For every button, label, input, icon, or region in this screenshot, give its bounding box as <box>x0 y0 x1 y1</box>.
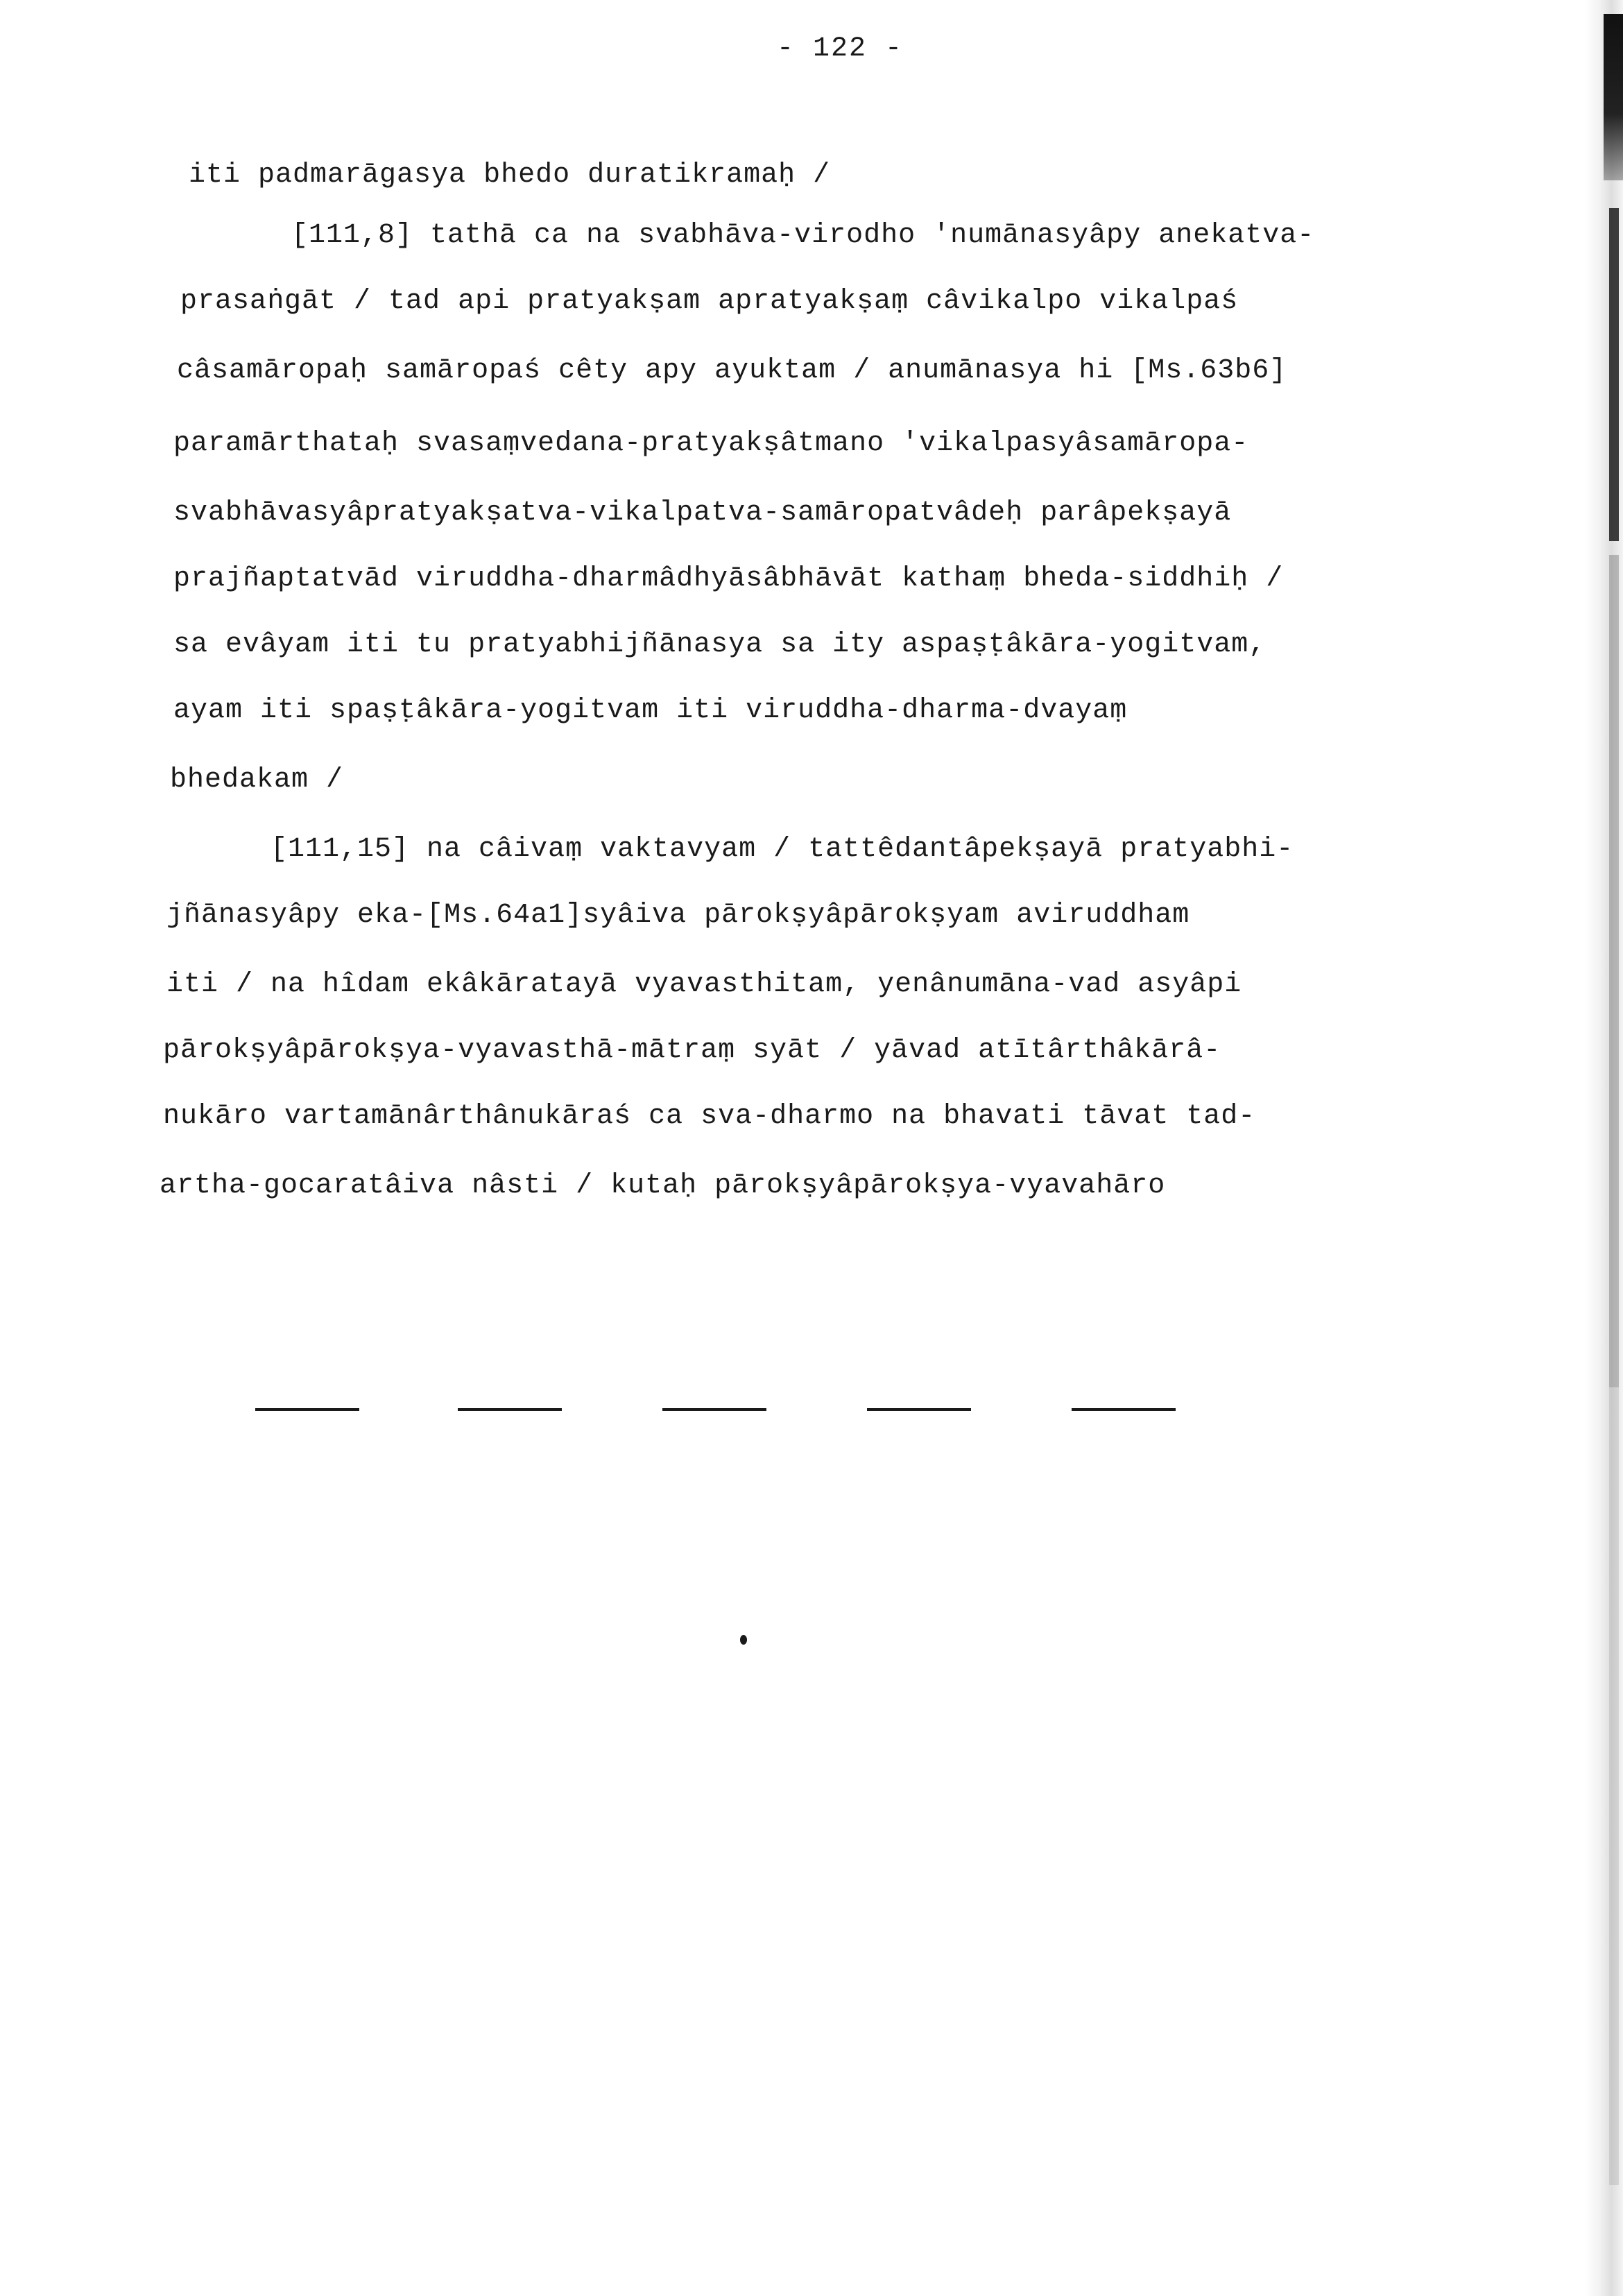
text-line-12: jñānasyâpy eka-[Ms.64a1]syâiva pārokṣyâpārokṣyam aviruddham <box>166 900 1190 931</box>
separator-dash-5 <box>1072 1408 1176 1411</box>
text-line-16: artha-gocaratâiva nâsti / kutaḥ pārokṣyâpārokṣya-vyavahāro <box>160 1170 1166 1201</box>
text-line-14: pārokṣyâpārokṣya-vyavasthā-mātraṃ syāt / yāvad atītârthâkārâ- <box>163 1035 1221 1066</box>
scan-edge-mark <box>1609 555 1619 1387</box>
text-line-11: [111,15] na câivaṃ vaktavyam / tattêdantâpekṣayā pratyabhi- <box>270 834 1294 865</box>
separator-dash-1 <box>255 1408 359 1411</box>
text-line-6: svabhāvasyâpratyakṣatva-vikalpatva-samāropatvâdeḥ parâpekṣayā <box>173 497 1232 529</box>
text-line-7: prajñaptatvād viruddha-dharmâdhyāsâbhāvāt kathaṃ bheda-siddhiḥ / <box>173 563 1284 594</box>
text-line-5: paramārthataḥ svasaṃvedana-pratyakṣâtmano 'vikalpasyâsamāropa- <box>173 428 1249 459</box>
text-line-15: nukāro vartamānârthânukāraś ca sva-dharmo na bhavati tāvat tad- <box>163 1101 1256 1132</box>
text-line-9: ayam iti spaṣṭâkāra-yogitvam iti viruddha-dharma-dvayaṃ <box>173 695 1128 726</box>
text-line-4: câsamāropaḥ samāropaś cêty apy ayuktam / anumānasya hi [Ms.63b6] <box>177 355 1287 386</box>
scan-edge-mark <box>1609 1387 1619 2185</box>
text-line-10: bhedakam / <box>170 764 344 796</box>
separator-dash-3 <box>662 1408 766 1411</box>
ink-dot <box>740 1635 747 1645</box>
text-line-3: prasaṅgāt / tad api pratyakṣam apratyakṣaṃ câvikalpo vikalpaś <box>180 286 1239 317</box>
scan-edge-dark-corner <box>1604 14 1623 180</box>
text-line-13: iti / na hîdam ekâkāratayā vyavasthitam, yenânumāna-vad asyâpi <box>166 969 1242 1000</box>
text-line-2: [111,8] tathā ca na svabhāva-virodho 'numānasyâpy anekatva- <box>291 220 1315 251</box>
separator-dash-4 <box>867 1408 971 1411</box>
page-number: - 122 - <box>777 33 904 65</box>
scan-edge-mark <box>1609 208 1619 541</box>
separator-dash-2 <box>458 1408 562 1411</box>
text-line-8: sa evâyam iti tu pratyabhijñānasya sa ity aspaṣṭâkāra-yogitvam, <box>173 629 1266 660</box>
text-line-1: iti padmarāgasya bhedo duratikramaḥ / <box>189 160 831 191</box>
